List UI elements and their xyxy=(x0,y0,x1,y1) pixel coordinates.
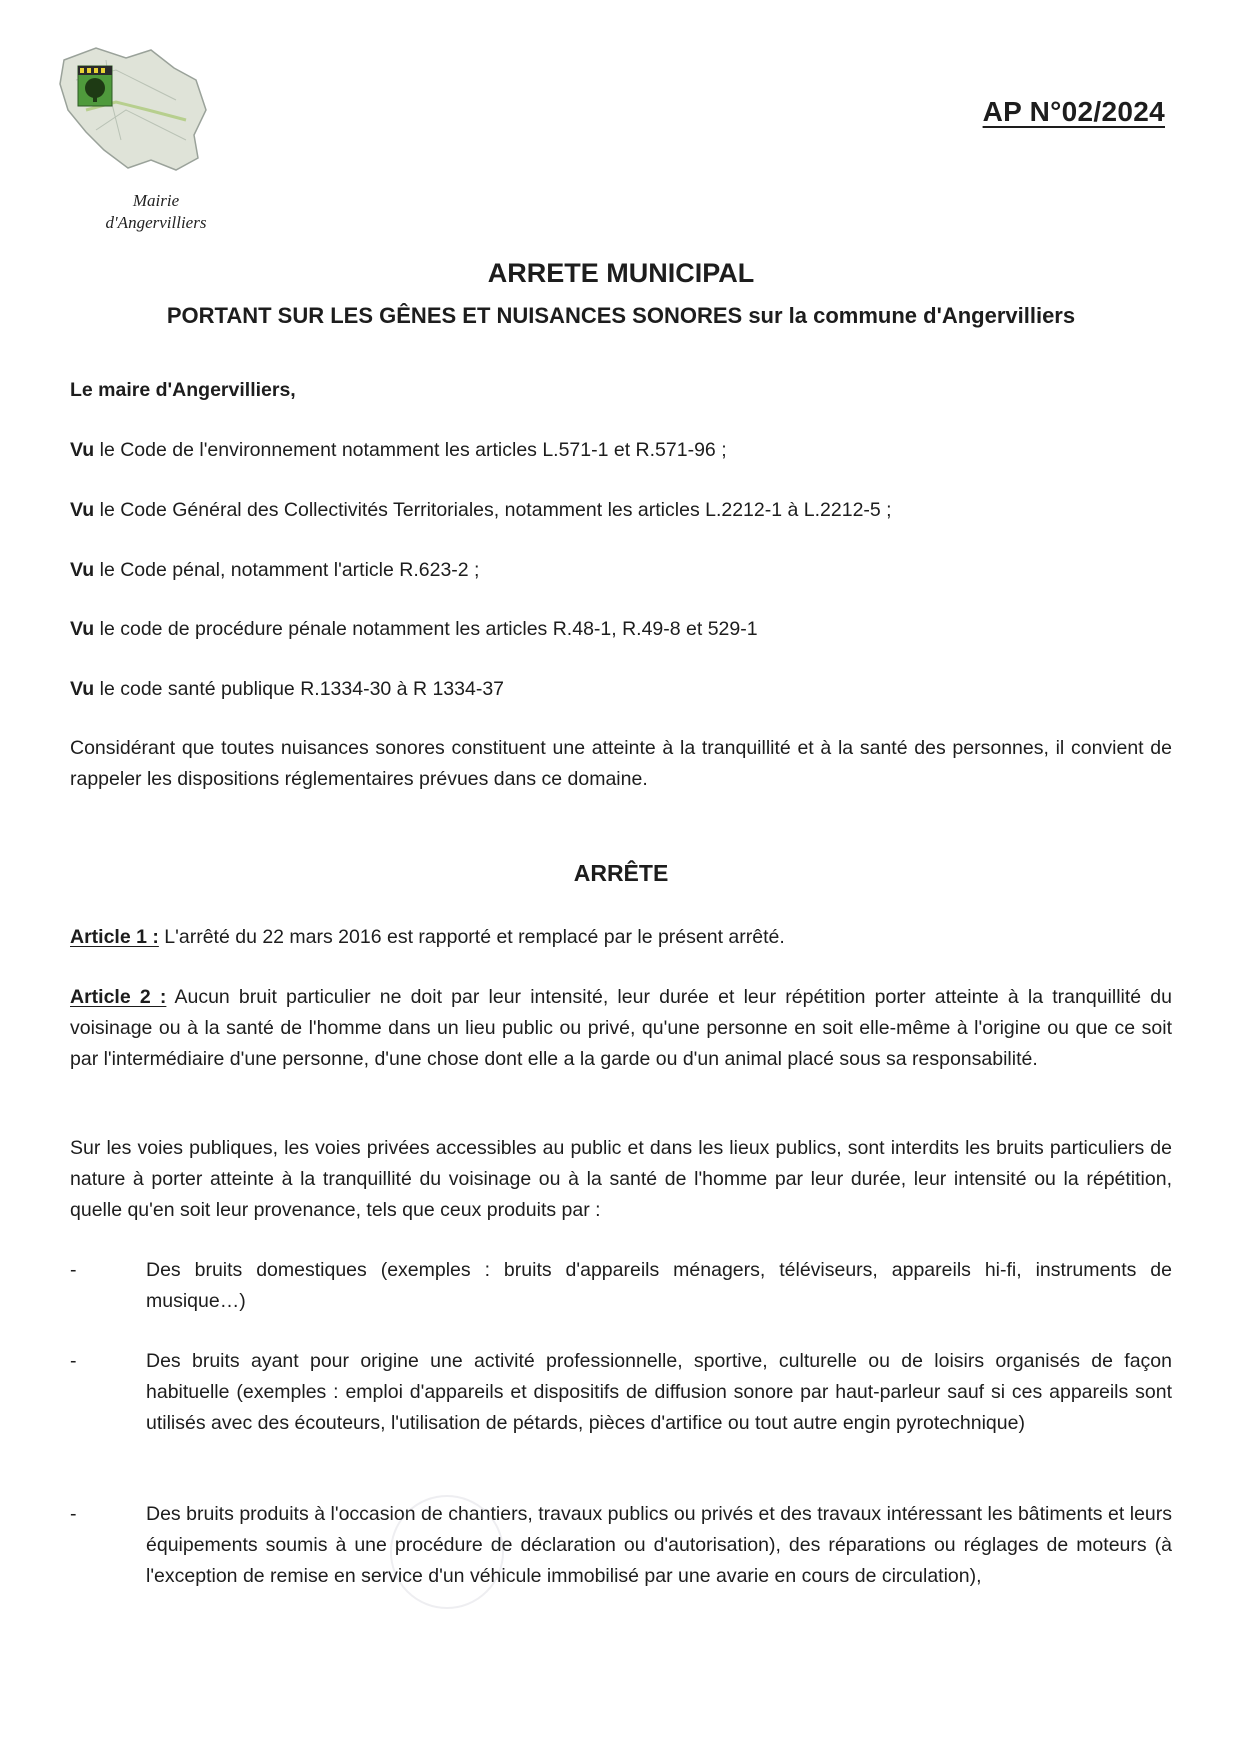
vu-word: Vu xyxy=(70,678,95,700)
mayor-line: Le maire d'Angervilliers, xyxy=(70,379,296,401)
vu-text: le code de procédure pénale notamment les articles R.48-1, R.49-8 et 529-1 xyxy=(99,618,758,640)
bullet-dash: - xyxy=(70,1350,77,1372)
article-2-text: Aucun bruit particulier ne doit par leur intensité, leur durée et leur répétition porter atteinte à la tranquillité du voisinage ou à la santé de l'homme dans un lieu public ou privé, qu'une personne en soit elle-même à l'origine ou que ce soit par l'intermédiaire d'une personne, d'une chose dont elle a la garde ou d'un animal placé sous sa responsabilité. xyxy=(70,986,1172,1070)
vu-item xyxy=(70,555,1172,586)
vu-word: Vu xyxy=(70,439,95,461)
vu-item xyxy=(70,614,1172,645)
vu-text: le code santé publique R.1334-30 à R 1334-37 xyxy=(99,678,505,700)
vu-item xyxy=(70,674,1172,705)
logo-caption-line2: d'Angervilliers xyxy=(105,213,207,232)
page-title: ARRETE MUNICIPAL xyxy=(487,258,755,288)
list-item xyxy=(70,1346,1172,1439)
vu-word: Vu xyxy=(70,499,95,521)
bullet-dash: - xyxy=(70,1259,77,1281)
list-item xyxy=(70,1255,1172,1317)
list-item xyxy=(70,1499,1172,1592)
article-1-text: L'arrêté du 22 mars 2016 est rapporté et remplacé par le présent arrêté. xyxy=(158,926,785,948)
arrete-heading: ARRÊTE xyxy=(573,860,669,886)
article-1-label: Article 1 : xyxy=(70,926,159,948)
vu-word: Vu xyxy=(70,559,95,581)
document-reference: AP N°02/2024 xyxy=(982,96,1165,127)
mairie-logo xyxy=(56,40,216,245)
vu-text: le Code pénal, notamment l'article R.623-2 ; xyxy=(99,559,480,581)
article-2 xyxy=(70,982,1172,1075)
considerant-paragraph: Considérant que toutes nuisances sonores constituent une atteinte à la tranquillité et à la santé des personnes, il convient de rappeler les dispositions réglementaires prévues dans ce domaine. xyxy=(70,737,1172,790)
article-1 xyxy=(70,922,1172,953)
bullet-text: Des bruits domestiques (exemples : bruits d'appareils ménagers, téléviseurs, appareils hi-fi, instruments de musique…) xyxy=(146,1259,1172,1312)
article-2-label: Article 2 : xyxy=(70,986,167,1008)
crest-icon xyxy=(78,66,112,106)
vu-text: le Code Général des Collectivités Territoriales, notamment les articles L.2212-1 à L.2212-5 ; xyxy=(99,499,892,521)
faint-stamp xyxy=(390,1495,504,1609)
logo-caption-line1: Mairie xyxy=(132,191,180,210)
bullet-text: Des bruits ayant pour origine une activité professionnelle, sportive, culturelle ou de loisirs organisés de façon habituelle (exemples : emploi d'appareils et dispositifs de diffusion sonore par haut-parleur sauf si ces appareils sont utilisés avec des écouteurs, l'utilisation de pétards, pièces d'artifice ou tout autre engin pyrotechnique) xyxy=(146,1350,1172,1434)
bullet-dash: - xyxy=(70,1503,77,1525)
bullet-text: Des bruits produits à l'occasion de chantiers, travaux publics ou privés et des travaux intéressant les bâtiments et leurs équipements soumis à une procédure de déclaration ou d'autorisation), des réparations ou réglages de moteurs (à l'exception de remise en service d'un véhicule immobilisé par une avarie en cours de circulation), xyxy=(146,1503,1172,1587)
public-ways-paragraph: Sur les voies publiques, les voies privées accessibles au public et dans les lieux publics, sont interdits les bruits particuliers de nature à porter atteinte à la tranquillité du voisinage ou à la santé de l'homme par leur durée, leur intensité ou la répétition, quelle qu'en soit leur provenance, tels que ceux produits par : xyxy=(70,1137,1172,1221)
commune-map-icon xyxy=(56,40,216,190)
vu-text: le Code de l'environnement notamment les articles L.571-1 et R.571-96 ; xyxy=(99,439,727,461)
vu-word: Vu xyxy=(70,618,95,640)
vu-item xyxy=(70,435,1172,466)
vu-item xyxy=(70,495,1172,526)
logo-caption xyxy=(86,190,226,234)
page-subtitle: PORTANT SUR LES GÊNES ET NUISANCES SONORES sur la commune d'Angervilliers xyxy=(166,303,1076,328)
